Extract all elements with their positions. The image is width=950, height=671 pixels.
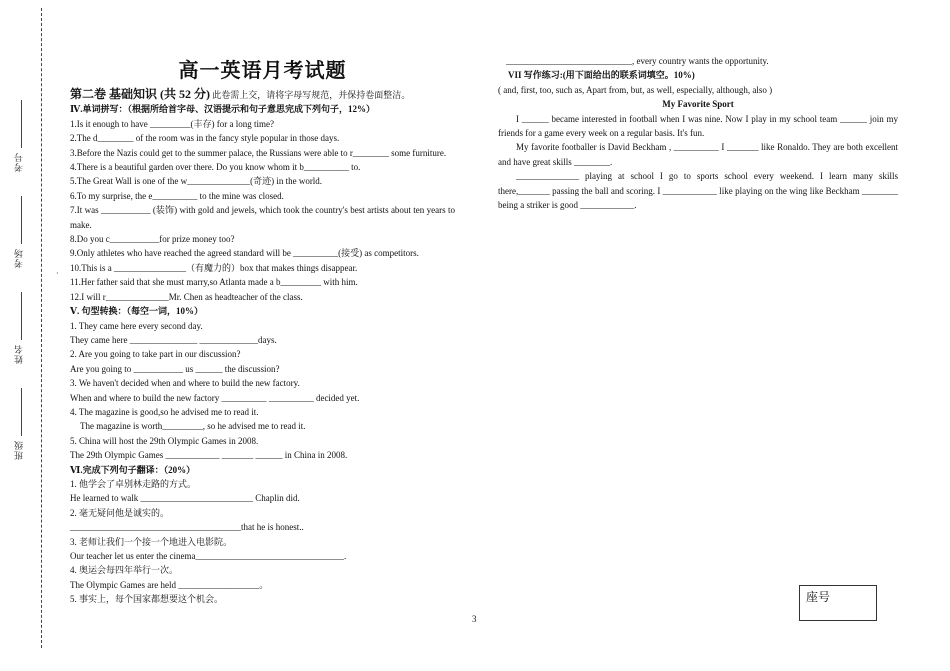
right-column	[498, 54, 898, 212]
question-item: 5. China will host the 29th Olympic Games in 2008.	[70, 435, 259, 446]
section-6-heading: Ⅵ.完成下列句子翻译：（20%）	[70, 464, 196, 475]
answer-line: Are you going to ___________ us ______ the discussion?	[70, 363, 280, 374]
margin-dot: ·	[56, 269, 59, 278]
question-item: 3. We haven't decided when and where to build the new factory.	[70, 378, 300, 389]
question-item: 6.To my surprise, the e__________ to the mine was closed.	[70, 190, 284, 201]
answer-line: The magazine is worth_________, so he advised me to read it.	[80, 421, 306, 432]
left-column	[70, 54, 455, 607]
question-item: 10.This is a ________________（有魔力的）box that makes things disappear.	[70, 262, 358, 273]
essay-paragraph: My favorite footballer is David Beckham , __________ I _______ like Ronaldo. They are both excellent and have great skills ________.	[498, 142, 898, 167]
side-blank-line	[21, 388, 22, 436]
side-label-exam-number: 考号	[14, 152, 24, 172]
question-item: 2.The d________ of the room was in the fancy style popular in those days.	[70, 133, 340, 144]
answer-line: They came here _______________ _____________days.	[70, 334, 277, 345]
answer-line: When and where to build the new factory __________ __________ decided yet.	[70, 392, 360, 403]
question-item: 5. 事实上，每个国家都想要这个机会。	[70, 594, 224, 605]
question-item: 7.It was ___________ (装饰) with gold and jewels, which took the country's best artists about ten years to make.	[70, 205, 455, 230]
question-item: 2. 毫无疑问他是诚实的。	[70, 507, 170, 518]
essay-title: My Favorite Sport	[662, 99, 734, 110]
side-blank-line	[21, 100, 22, 148]
answer-line: Our teacher let us enter the cinema_________________________________.	[70, 551, 347, 561]
section-5-heading: Ⅴ. 句型转换：（每空一词，10%）	[70, 306, 203, 317]
question-item: 1. 他学会了卓别林走路的方式。	[70, 478, 197, 489]
section-4-heading: Ⅳ.单词拼写：（根据所给首字母、汉语提示和句子意思完成下列句子，12%）	[70, 104, 375, 115]
question-item: 4. The magazine is good,so he advised me to read it.	[70, 406, 259, 417]
answer-line: ______________________________________that he is honest..	[70, 522, 304, 533]
question-item: 4.There is a beautiful garden over there. Do you know whom it b__________ to.	[70, 162, 361, 173]
question-item: 12.I will r______________Mr. Chen as headteacher of the class.	[70, 291, 303, 302]
question-item: 11.Her father said that she must marry,so Atlanta made a b_________ with him.	[70, 277, 358, 288]
question-item: 2. Are you going to take part in our discussion?	[70, 349, 241, 360]
side-blank-line	[21, 292, 22, 340]
question-item: 8.Do you c___________for prize money too?	[70, 234, 235, 245]
connectives-list: ( and, first, too, such as, Apart from, but, as well, especially, although, also )	[498, 84, 773, 95]
question-item: 3. 老师让我们一个接一个地进入电影院。	[70, 536, 233, 547]
side-label-exam-room: 考场	[14, 248, 24, 268]
answer-line: The Olympic Games are held __________________。	[70, 579, 269, 590]
question-item: 9.Only athletes who have reached the agreed standard will be __________(接受) as competitors.	[70, 248, 419, 259]
binding-dashed-line	[41, 8, 42, 648]
answer-line: The 29th Olympic Games ____________ _______ ______ in China in 2008.	[70, 450, 348, 461]
question-item: 1. They came here every second day.	[70, 320, 203, 331]
question-item: 5.The Great Wall is one of the w______________(奇迹) in the world.	[70, 176, 323, 187]
page-title: 高一英语月考试题	[178, 58, 347, 82]
section-7-heading: VII 写作练习:(用下面给出的联系词填空。10%)	[508, 70, 695, 81]
question-item: 4. 奥运会每四年举行一次。	[70, 565, 179, 576]
essay-paragraph: ______________ playing at school I go to sports school every weekend. I learn many skills there,_______ passing the ball and scoring. I ____________ like playing on the wing like Beckham ________ being a striker is good ____________.	[498, 171, 898, 211]
part-two-header	[70, 87, 455, 102]
essay-paragraph: I ______ became interested in football when I was nine. Now I play in my school team ______ join my friends for a game every week on a regular basis. It's fun.	[498, 113, 898, 139]
answer-line: ____________________________, every country wants the opportunity.	[506, 56, 769, 66]
side-label-name: 姓名	[14, 344, 24, 364]
part-two-title: 第二卷 基础知识 (共 52 分)	[70, 87, 210, 101]
question-item: 3.Before the Nazis could get to the summer palace, the Russians were able to r________ some furniture.	[70, 147, 447, 158]
side-blank-line	[21, 196, 22, 244]
seat-number-box: 座号	[799, 585, 877, 621]
page-number: 3	[472, 614, 477, 624]
question-item: 1.Is it enough to have _________(丰存) for a long time?	[70, 118, 274, 129]
answer-line: He learned to walk _________________________ Chaplin did.	[70, 493, 300, 504]
side-label-class: 班级	[14, 440, 24, 460]
part-two-note: 此卷需上交，请将字母写规范，并保持卷面整洁。	[210, 90, 411, 100]
